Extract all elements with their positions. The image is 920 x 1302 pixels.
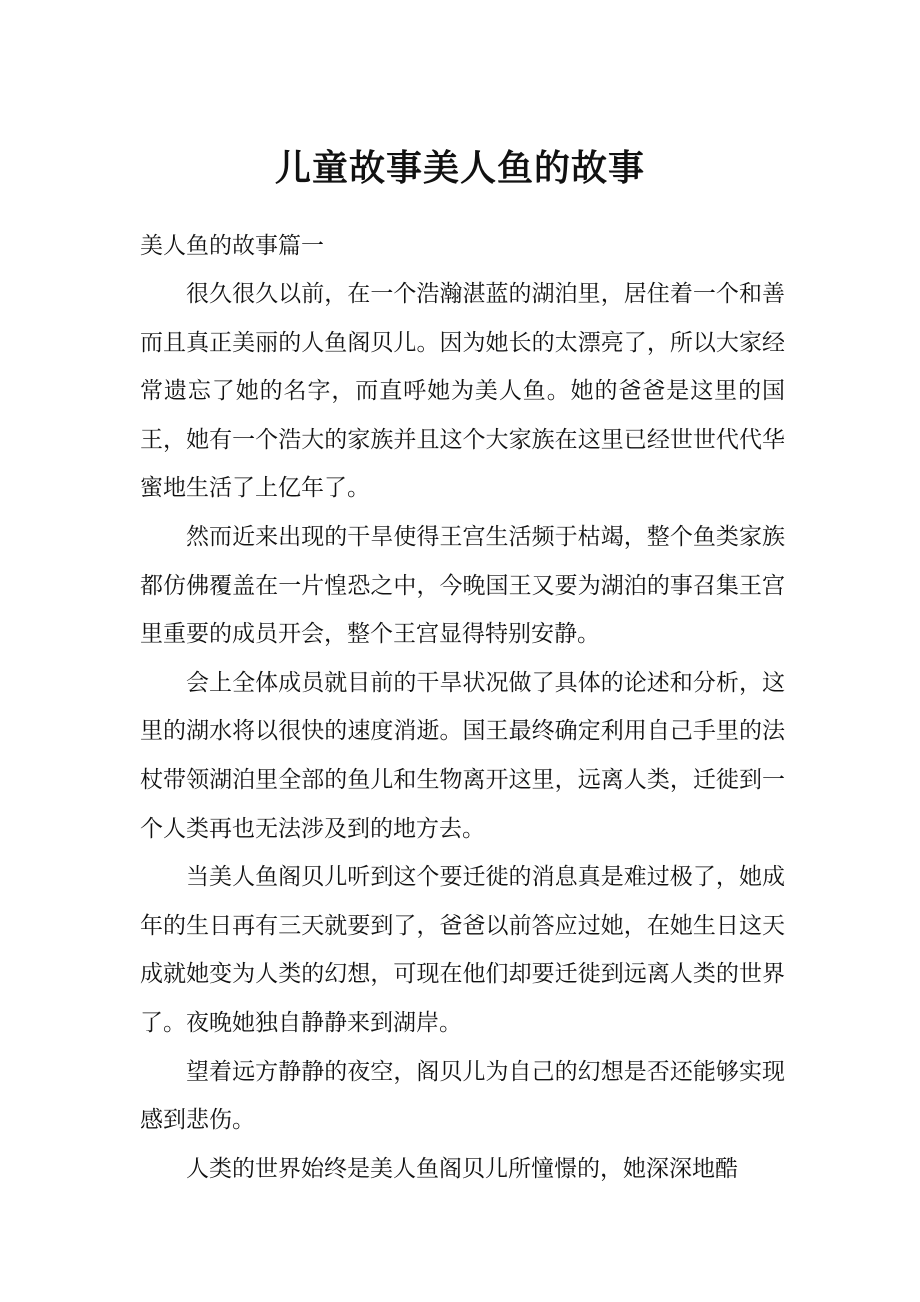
paragraph: 望着远方静静的夜空，阁贝儿为自己的幻想是否还能够实现感到悲伤。 <box>140 1058 785 1134</box>
paragraph: 很久很久以前，在一个浩瀚湛蓝的湖泊里，居住着一个和善而且真正美丽的人鱼阁贝儿。因为她长的太漂亮了，所以大家经常遗忘了她的名字，而直呼她为美人鱼。她的爸爸是这里的国王，她有一个浩大的家族并且这个大家族在这里已经世世代代华蜜地生活了上亿年了。 <box>140 281 785 502</box>
paragraph: 人类的世界始终是美人鱼阁贝儿所憧憬的，她深深地酷 <box>186 1155 738 1182</box>
section-heading: 美人鱼的故事篇一 <box>140 233 324 259</box>
paragraph: 然而近来出现的干旱使得王宫生活频于枯竭，整个鱼类家族都仿佛覆盖在一片惶恐之中，今晚国王又要为湖泊的事召集王宫里重要的成员开会，整个王宫显得特别安静。 <box>140 523 785 648</box>
paragraph: 会上全体成员就目前的干旱状况做了具体的论述和分析，这里的湖水将以很快的速度消逝。国王最终确定利用自己手里的法杖带领湖泊里全部的鱼儿和生物离开这里，远离人类，迁徙到一个人类再也无法涉及到的地方去。 <box>140 669 785 842</box>
document-body <box>140 222 785 1193</box>
paragraph: 当美人鱼阁贝儿听到这个要迁徙的消息真是难过极了，她成年的生日再有三天就要到了，爸爸以前答应过她，在她生日这天成就她变为人类的幻想，可现在他们却要迁徙到远离人类的世界了。夜晚她独自静静来到湖岸。 <box>140 864 785 1036</box>
document-title: 儿童故事美人鱼的故事 <box>274 147 645 189</box>
